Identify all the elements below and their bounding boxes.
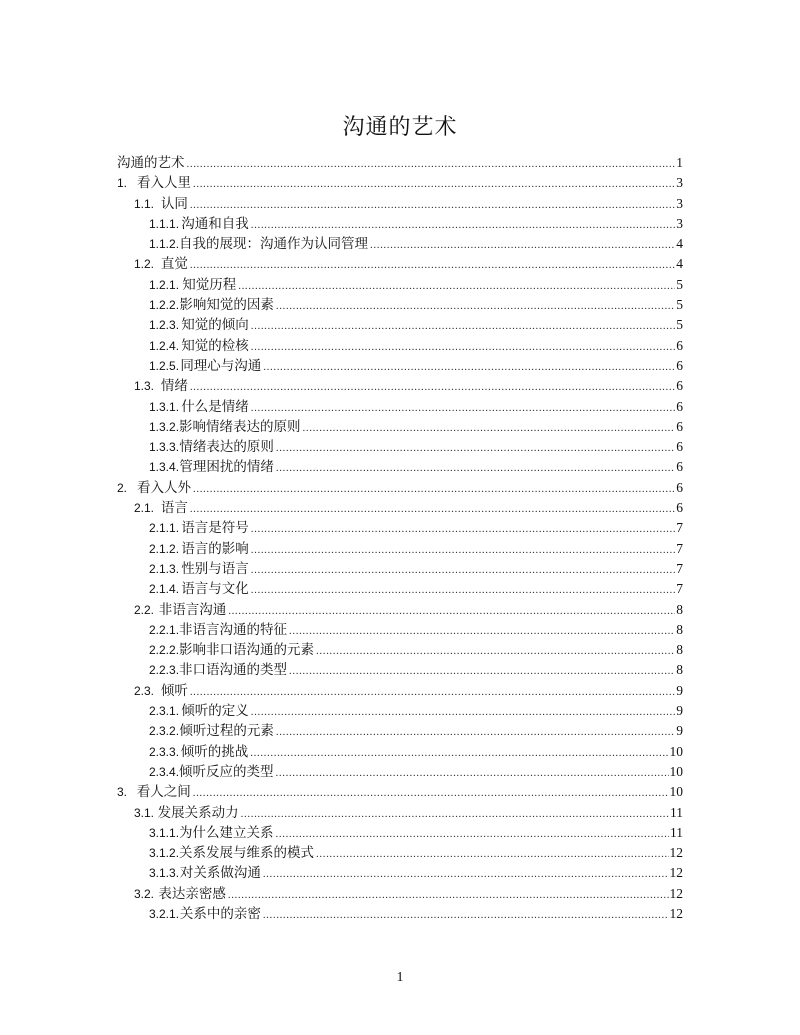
toc-dot-leader xyxy=(289,661,675,681)
toc-entry[interactable] xyxy=(117,742,683,762)
toc-entry-title: 发展关系动力 xyxy=(157,804,239,820)
toc-entry-page: 10 xyxy=(669,763,683,779)
toc-entry-page: 6 xyxy=(676,398,683,414)
toc-entry[interactable] xyxy=(117,457,683,477)
toc-entry-title: 非口语沟通的类型 xyxy=(179,662,288,678)
toc-entry[interactable] xyxy=(117,640,683,660)
toc-entry-title: 影响非口语沟通的元素 xyxy=(179,642,315,658)
toc-entry-title: 语言与文化 xyxy=(181,581,249,597)
toc-entry-page: 3 xyxy=(676,175,683,191)
toc-entry-number: 2.2.1. xyxy=(149,622,180,637)
toc-entry-number: 1.2.4. xyxy=(149,338,180,353)
toc-entry-page: 8 xyxy=(676,642,683,658)
toc-dot-leader xyxy=(370,235,675,255)
toc-entry[interactable] xyxy=(117,356,683,376)
toc-entry-title: 知觉历程 xyxy=(182,276,237,292)
toc-entry[interactable] xyxy=(117,254,683,274)
toc-dot-leader xyxy=(228,601,675,621)
toc-entry-title: 倾听 xyxy=(160,682,188,698)
toc-entry-number: 2.3.2. xyxy=(149,724,180,739)
toc-entry-page: 6 xyxy=(676,439,683,455)
toc-entry-number: 2.1.2. xyxy=(149,541,180,556)
toc-entry-page: 6 xyxy=(676,418,683,434)
toc-entry-title: 非语言沟通 xyxy=(158,601,227,617)
toc-entry-title: 语言的影响 xyxy=(181,540,249,556)
toc-dot-leader xyxy=(250,743,668,763)
toc-dot-leader xyxy=(251,540,675,560)
toc-entry[interactable] xyxy=(117,863,683,883)
toc-entry-number: 1.2.1. xyxy=(149,277,180,292)
toc-entry-title: 直觉 xyxy=(160,256,188,272)
toc-entry-number: 3.1.2. xyxy=(149,846,180,861)
toc-dot-leader xyxy=(190,255,675,275)
toc-entry-page: 8 xyxy=(676,621,683,637)
toc-entry[interactable] xyxy=(117,376,683,396)
toc-dot-leader xyxy=(276,296,675,316)
toc-entry-title: 情绪 xyxy=(160,378,188,394)
toc-entry-title: 倾听的挑战 xyxy=(180,743,249,759)
toc-entry-page: 7 xyxy=(676,581,683,597)
toc-dot-leader xyxy=(316,844,668,864)
toc-entry-number: 2.1. xyxy=(134,501,155,516)
toc-entry-page: 12 xyxy=(669,885,683,901)
toc-entry-title: 沟通的艺术 xyxy=(117,155,185,170)
table-of-contents xyxy=(117,153,683,924)
toc-entry-page: 10 xyxy=(669,784,683,800)
document-title: 沟通的艺术 xyxy=(342,114,458,139)
toc-entry-title: 看入人外 xyxy=(137,479,191,495)
toc-entry-title: 语言 xyxy=(160,500,188,516)
toc-dot-leader xyxy=(238,276,675,296)
toc-entry-number: 1.3.4. xyxy=(149,460,180,475)
toc-entry-title: 倾听的定义 xyxy=(181,703,249,719)
toc-entry-number: 1.2. xyxy=(134,257,155,272)
toc-entry-title: 表达亲密感 xyxy=(158,885,226,901)
toc-entry-number: 2.1.4. xyxy=(149,582,180,597)
toc-dot-leader xyxy=(251,580,675,600)
toc-entry-page: 9 xyxy=(676,682,683,698)
toc-entry-title: 同理心与沟通 xyxy=(180,357,262,373)
toc-entry[interactable] xyxy=(117,214,683,234)
toc-entry-title: 看人之间 xyxy=(136,784,191,800)
toc-entry[interactable] xyxy=(117,884,683,904)
toc-entry-number: 2.3. xyxy=(134,683,155,698)
toc-entry-title: 非语言沟通的特征 xyxy=(179,621,288,637)
toc-entry-title: 自我的展现：沟通作为认同管理 xyxy=(179,236,369,252)
toc-entry-number: 2.2.3. xyxy=(149,663,180,678)
toc-entry-page: 7 xyxy=(676,520,683,536)
toc-dot-leader xyxy=(276,824,669,844)
toc-entry-number: 2.1.3. xyxy=(149,561,180,576)
toc-dot-leader xyxy=(251,702,675,722)
toc-entry-page: 6 xyxy=(676,378,683,394)
toc-dot-leader xyxy=(190,682,675,702)
toc-entry-page: 11 xyxy=(670,804,683,820)
toc-entry-page: 6 xyxy=(676,357,683,373)
toc-entry-number: 2.3.1. xyxy=(149,704,180,719)
toc-dot-leader xyxy=(187,154,676,174)
toc-entry-number: 2.1.1. xyxy=(149,521,180,536)
toc-entry-page: 8 xyxy=(676,662,683,678)
toc-entry-page: 10 xyxy=(669,743,683,759)
toc-entry-page: 6 xyxy=(676,337,683,353)
toc-entry[interactable] xyxy=(117,803,683,823)
toc-entry[interactable] xyxy=(117,843,683,863)
toc-entry-page: 1 xyxy=(676,155,683,170)
toc-entry-page: 4 xyxy=(676,236,683,252)
toc-entry[interactable] xyxy=(117,559,683,579)
toc-entry-page: 9 xyxy=(676,703,683,719)
toc-dot-leader xyxy=(190,499,675,519)
toc-entry-page: 7 xyxy=(676,560,683,576)
toc-entry-title: 关系发展与维系的模式 xyxy=(179,845,315,861)
toc-entry-number: 2.2.2. xyxy=(149,643,180,658)
toc-entry-title: 对关系做沟通 xyxy=(179,865,261,881)
toc-dot-leader xyxy=(251,560,675,580)
toc-entry-number: 1.1. xyxy=(134,196,155,211)
toc-entry[interactable] xyxy=(117,295,683,315)
toc-entry[interactable] xyxy=(117,904,683,924)
toc-entry[interactable] xyxy=(117,600,683,620)
toc-dot-leader xyxy=(316,641,675,661)
toc-entry-page: 9 xyxy=(676,723,683,739)
toc-entry-number: 1.3.3. xyxy=(149,440,180,455)
toc-entry-title: 影响情绪表达的原则 xyxy=(179,418,301,434)
toc-entry-number: 1.1.1. xyxy=(149,216,180,231)
toc-dot-leader xyxy=(276,763,669,783)
toc-entry[interactable] xyxy=(117,701,683,721)
toc-entry-page: 8 xyxy=(676,601,683,617)
toc-dot-leader xyxy=(251,398,675,418)
toc-entry[interactable] xyxy=(117,660,683,680)
toc-entry-number: 3.2. xyxy=(134,886,155,901)
toc-dot-leader xyxy=(190,195,675,215)
toc-entry-page: 11 xyxy=(670,824,683,840)
toc-entry-title: 知觉的检核 xyxy=(181,337,249,353)
toc-entry-title: 倾听反应的类型 xyxy=(179,763,274,779)
toc-entry-title: 知觉的倾向 xyxy=(181,317,249,333)
toc-dot-leader xyxy=(190,377,675,397)
toc-entry-page: 4 xyxy=(676,256,683,272)
toc-entry[interactable] xyxy=(117,336,683,356)
toc-dot-leader xyxy=(193,174,675,194)
toc-entry-number: 2.3.4. xyxy=(149,764,180,779)
toc-entry-number: 1.2.5. xyxy=(149,358,180,373)
toc-entry[interactable] xyxy=(117,173,683,193)
toc-entry-title: 倾听过程的元素 xyxy=(179,723,274,739)
toc-entry[interactable] xyxy=(117,275,683,295)
toc-entry-page: 5 xyxy=(676,276,683,292)
toc-entry-number: 1.3.2. xyxy=(149,419,180,434)
toc-entry-number: 1. xyxy=(117,176,128,191)
toc-entry[interactable] xyxy=(117,498,683,518)
toc-entry[interactable] xyxy=(117,823,683,843)
toc-entry-number: 2.2. xyxy=(134,602,155,617)
toc-dot-leader xyxy=(251,519,675,539)
toc-entry-page: 6 xyxy=(676,500,683,516)
toc-entry-number: 2.3.3. xyxy=(149,744,180,759)
toc-entry-title: 认同 xyxy=(160,195,188,211)
toc-entry-number: 1.2.2. xyxy=(149,298,180,313)
toc-entry-number: 2. xyxy=(117,480,128,495)
toc-entry-title: 沟通和自我 xyxy=(181,215,249,231)
toc-entry-title: 情绪表达的原则 xyxy=(179,439,274,455)
toc-entry[interactable] xyxy=(117,478,683,498)
toc-entry-number: 3.1.1. xyxy=(149,825,180,840)
toc-entry[interactable] xyxy=(117,153,683,173)
toc-entry[interactable] xyxy=(117,234,683,254)
toc-entry[interactable] xyxy=(117,782,683,802)
toc-entry[interactable] xyxy=(117,579,683,599)
toc-entry[interactable] xyxy=(117,417,683,437)
toc-entry-title: 管理困扰的情绪 xyxy=(179,459,274,475)
toc-entry-title: 影响知觉的因素 xyxy=(179,297,274,313)
page-number: 1 xyxy=(396,970,404,985)
toc-dot-leader xyxy=(228,885,669,905)
toc-entry-page: 6 xyxy=(676,459,683,475)
toc-entry-title: 什么是情绪 xyxy=(181,398,249,414)
toc-dot-leader xyxy=(251,337,675,357)
toc-dot-leader xyxy=(263,357,675,377)
toc-entry-number: 1.3.1. xyxy=(149,399,180,414)
toc-dot-leader xyxy=(276,458,675,478)
toc-entry[interactable] xyxy=(117,681,683,701)
toc-entry-page: 12 xyxy=(669,905,683,921)
toc-dot-leader xyxy=(263,864,669,884)
toc-dot-leader xyxy=(276,438,675,458)
toc-dot-leader xyxy=(276,722,675,742)
toc-entry-page: 5 xyxy=(676,317,683,333)
toc-entry[interactable] xyxy=(117,397,683,417)
toc-dot-leader xyxy=(241,804,669,824)
toc-entry-number: 1.1.2. xyxy=(149,237,180,252)
toc-entry-number: 3.1.3. xyxy=(149,866,180,881)
toc-entry[interactable] xyxy=(117,194,683,214)
toc-dot-leader xyxy=(251,316,675,336)
toc-entry-number: 3.1. xyxy=(134,805,155,820)
toc-entry-title: 语言是符号 xyxy=(181,520,249,536)
toc-entry-page: 5 xyxy=(676,297,683,313)
toc-entry-page: 12 xyxy=(669,845,683,861)
toc-entry[interactable] xyxy=(117,762,683,782)
toc-dot-leader xyxy=(263,905,669,925)
toc-dot-leader xyxy=(289,621,675,641)
toc-entry[interactable] xyxy=(117,539,683,559)
toc-entry[interactable] xyxy=(117,437,683,457)
toc-entry[interactable] xyxy=(117,315,683,335)
toc-entry-title: 性别与语言 xyxy=(181,560,249,576)
toc-dot-leader xyxy=(303,418,676,438)
toc-entry-page: 7 xyxy=(676,540,683,556)
toc-dot-leader xyxy=(193,479,675,499)
toc-entry-number: 3.2.1. xyxy=(149,906,180,921)
toc-entry-page: 12 xyxy=(669,865,683,881)
toc-dot-leader xyxy=(193,783,669,803)
toc-entry-page: 6 xyxy=(676,479,683,495)
toc-entry[interactable] xyxy=(117,620,683,640)
toc-entry-title: 关系中的亲密 xyxy=(179,905,261,921)
toc-entry[interactable] xyxy=(117,721,683,741)
toc-entry-title: 为什么建立关系 xyxy=(179,824,274,840)
toc-entry-number: 1.3. xyxy=(134,379,155,394)
toc-entry[interactable] xyxy=(117,518,683,538)
toc-entry-page: 3 xyxy=(676,215,683,231)
toc-dot-leader xyxy=(251,215,675,235)
toc-entry-number: 3. xyxy=(117,785,128,800)
toc-entry-number: 1.2.3. xyxy=(149,318,180,333)
toc-entry-title: 看入人里 xyxy=(137,175,191,191)
toc-entry-page: 3 xyxy=(676,195,683,211)
